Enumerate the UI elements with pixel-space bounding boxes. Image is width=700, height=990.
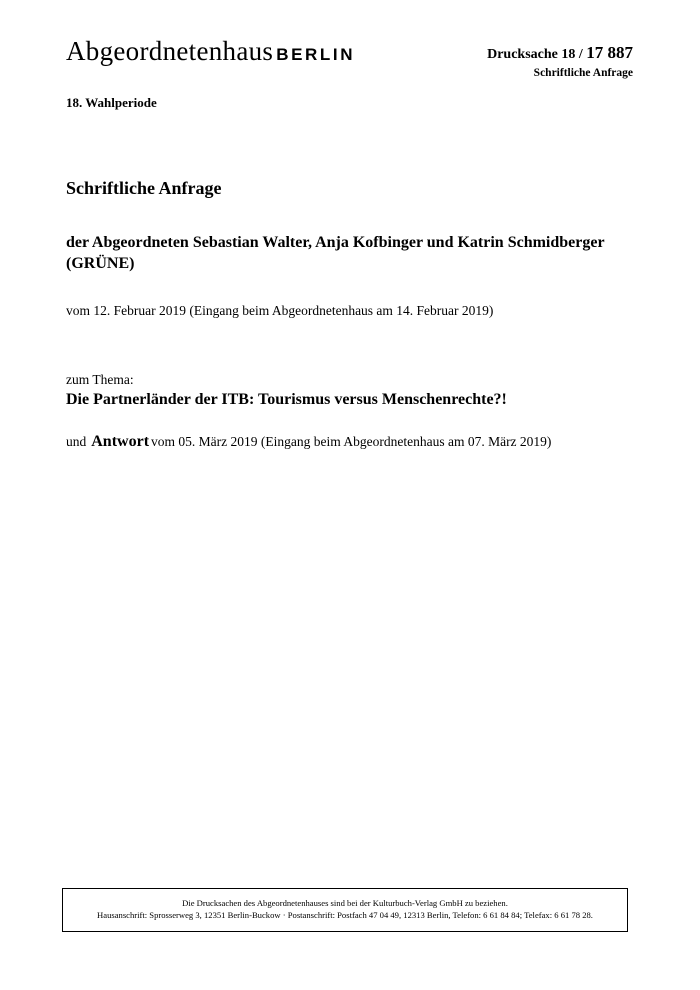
document-meta [487,42,633,80]
authors-line: der Abgeordneten Sebastian Walter, Anja Kofbinger und Katrin Schmidberger (GRÜNE) [66,234,605,272]
drucksache-number [487,42,633,64]
document-kind: Schriftliche Anfrage [533,66,633,79]
inquiry-dates: vom 12. Februar 2019 (Eingang beim Abgeordnetenhaus am 14. Februar 2019) [66,303,494,318]
theme-label: zum Thema: [66,372,134,387]
answer-word: Antwort [91,433,150,450]
parliament-logo [66,38,355,65]
election-period: 18. Wahlperiode [66,95,157,110]
drucksache-prefix: Drucksache 18 / [487,47,587,62]
document-title: Schriftliche Anfrage [66,178,222,198]
theme-title: Die Partnerländer der ITB: Tourismus versus Menschenrechte?! [66,391,507,408]
footer-line-2: Hausanschrift: Sprosserweg 3, 12351 Berlin-Buckow · Postanschrift: Postfach 47 04 49, 12313 Berlin, Telefon: 6 61 84 84; Telefax: 6 61 78 28. [97,909,593,920]
answer-dates: vom 05. März 2019 (Eingang beim Abgeordnetenhaus am 07. März 2019) [151,434,552,449]
logo-word: Abgeordnetenhaus [66,36,274,66]
answer-prefix: und [66,434,87,449]
logo-city: BERLIN [276,45,356,64]
drucksache-value: 17 887 [586,43,633,62]
footer-line-1: Die Drucksachen des Abgeordnetenhauses sind bei der Kulturbuch-Verlag GmbH zu beziehen. [182,898,508,908]
answer-line [66,433,551,451]
footer-box [62,888,628,932]
